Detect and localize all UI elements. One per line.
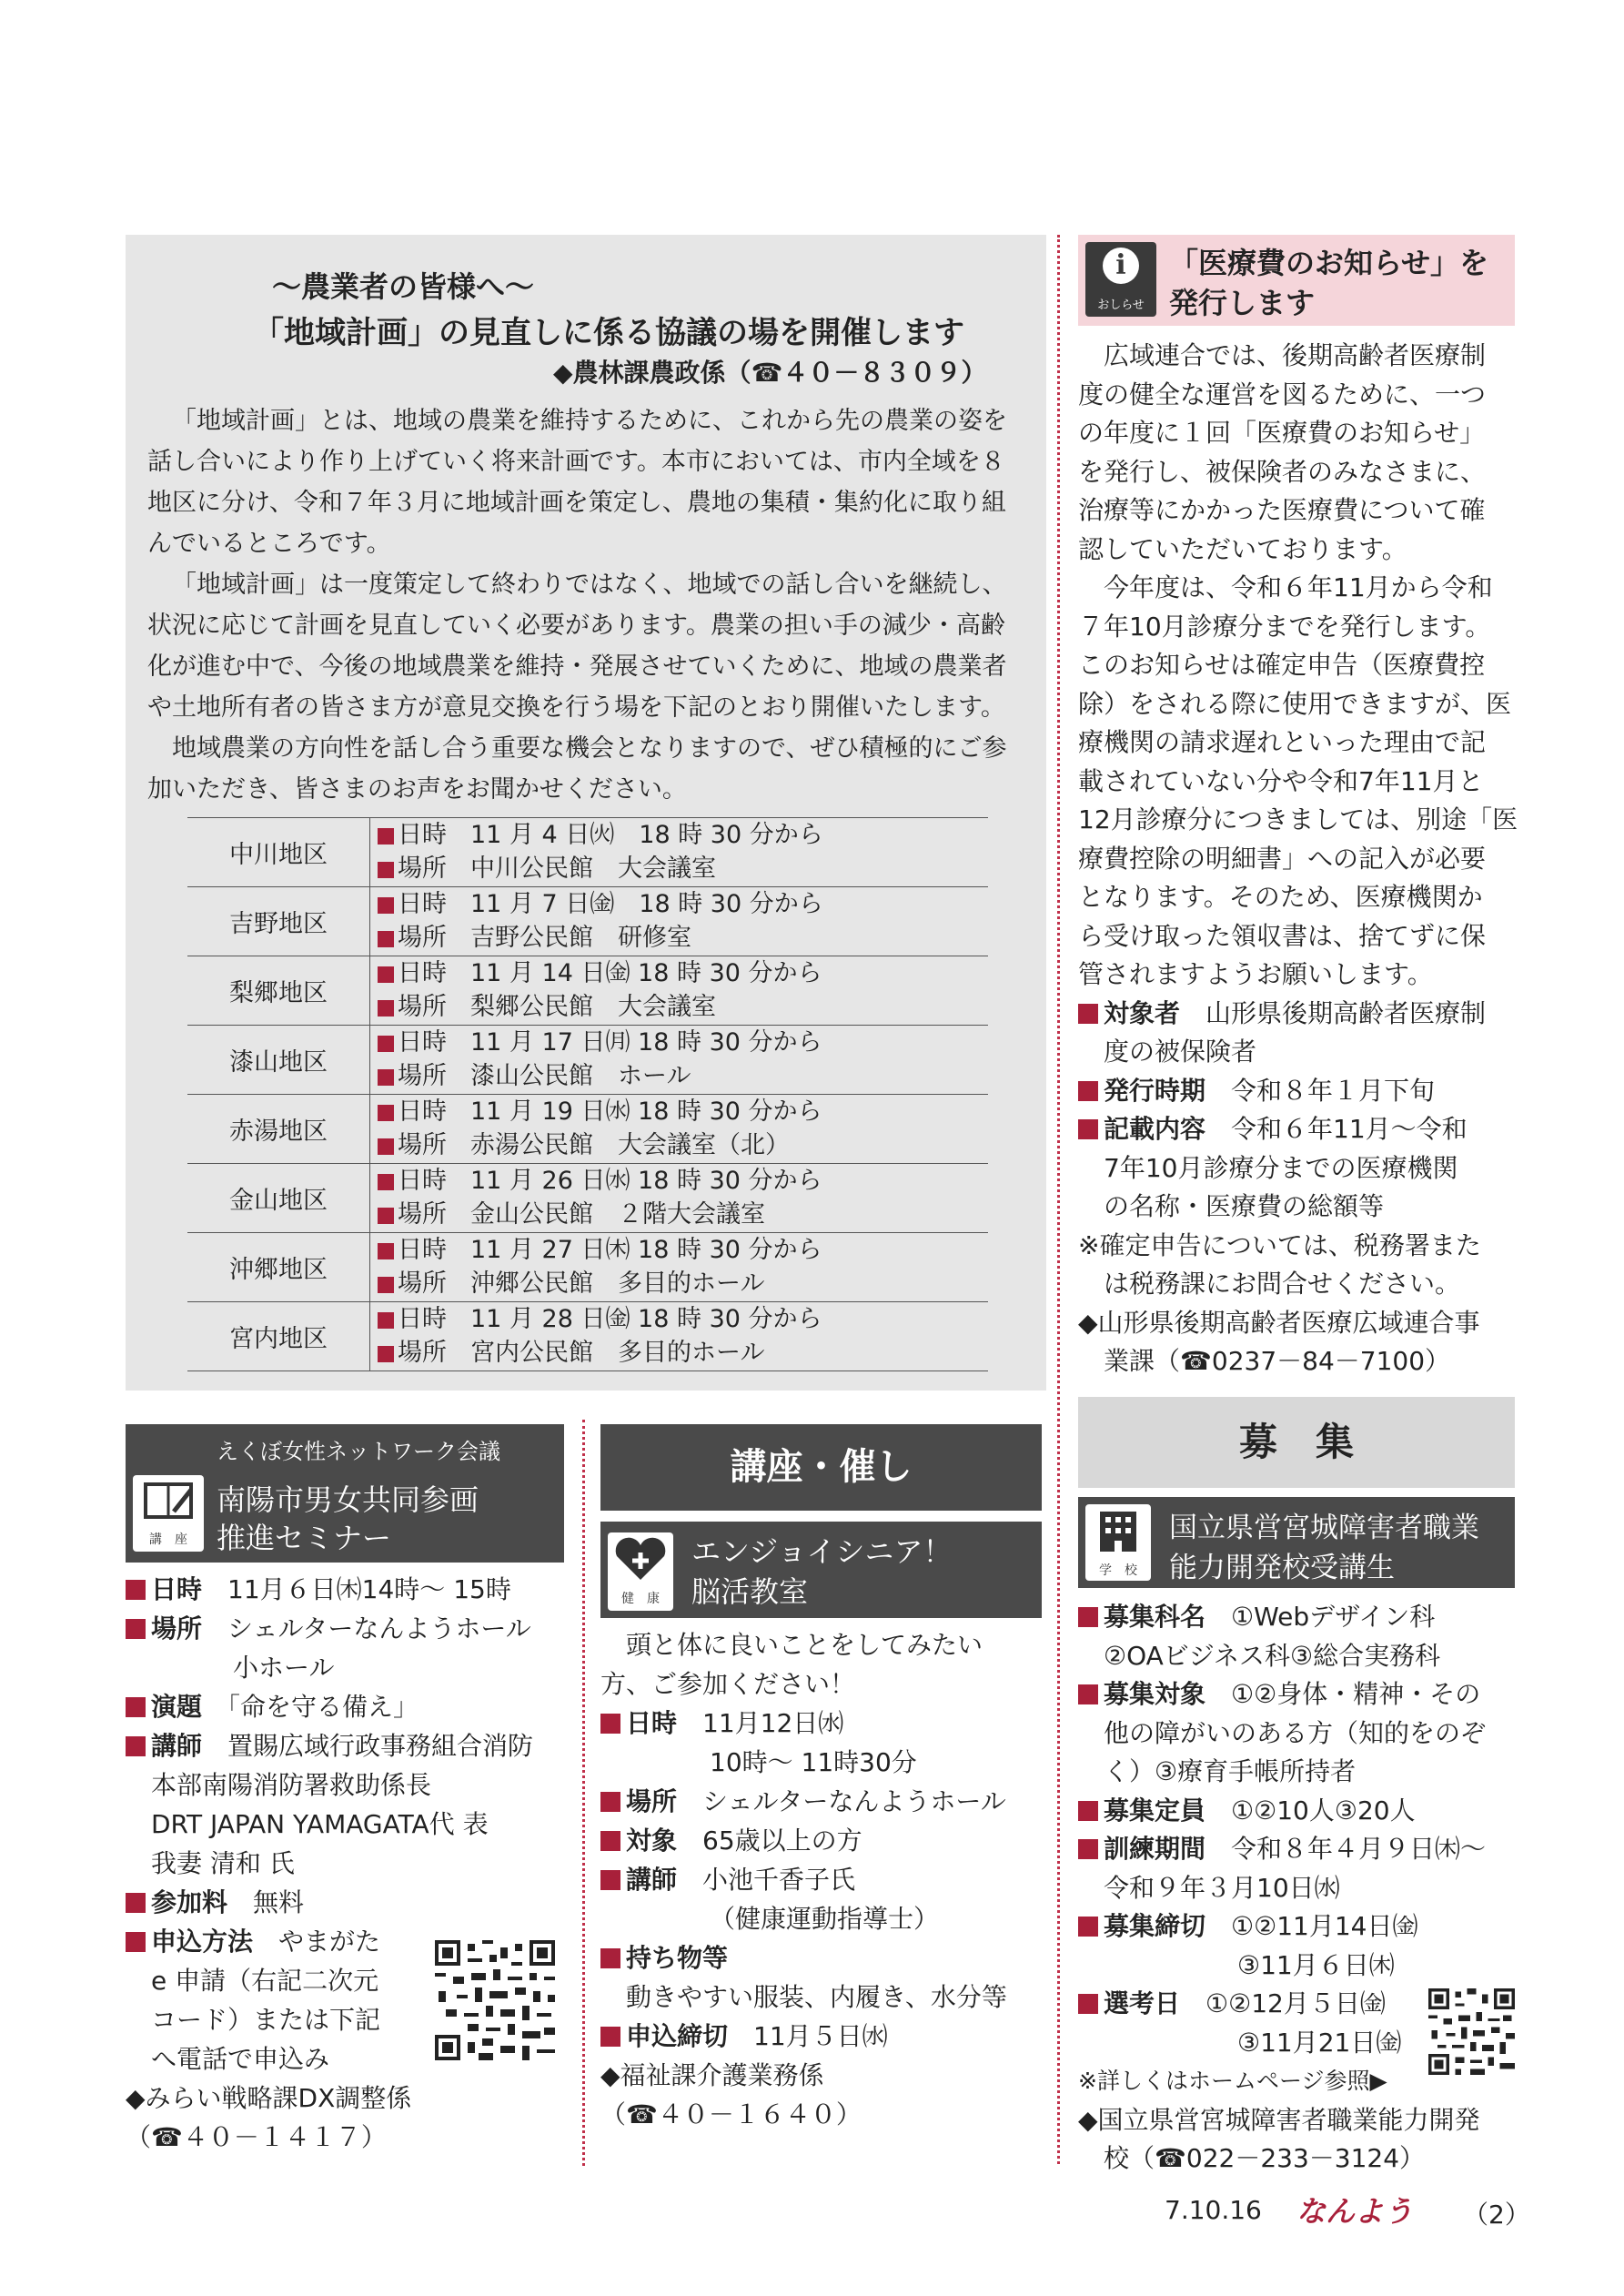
district-date: 11 月 7 日㈮ 18 時 30 分から xyxy=(470,890,823,918)
events-body xyxy=(600,1625,1055,2134)
farm-notice-panel xyxy=(126,235,1046,1391)
district-name: 漆山地区 xyxy=(187,1026,370,1094)
footer-page-number: （2） xyxy=(1463,2200,1530,2230)
farm-contact: ◆農林課農政係（☎４０－８３０９） xyxy=(553,358,987,388)
place-label: 場所 xyxy=(398,1269,447,1298)
recruit-tag: 学 校 xyxy=(1099,1563,1137,1578)
district-place: 吉野公民館 研修室 xyxy=(470,924,691,952)
seminar-lecturer-cont: 本部南陽消防署救助係長 xyxy=(151,1770,432,1800)
events-tag: 健 康 xyxy=(621,1592,660,1606)
district-info xyxy=(370,1302,988,1371)
medical-line: ら受け取った領収書は、捨てずに保 xyxy=(1078,920,1487,951)
seminar-lecturer-cont: 我妻 清和 氏 xyxy=(151,1848,295,1878)
seminar-header xyxy=(126,1424,564,1563)
place-label: 場所 xyxy=(398,855,447,883)
schedule-row xyxy=(187,1302,988,1371)
recruit-header xyxy=(1078,1497,1515,1588)
book-icon xyxy=(133,1475,204,1552)
district-name: 梨郷地区 xyxy=(187,956,370,1025)
medical-line: 管されますようお願いします。 xyxy=(1078,959,1433,989)
seminar-place-cont: 小ホール xyxy=(233,1653,335,1683)
school-building-icon xyxy=(1085,1504,1151,1581)
medical-line: 認していただいております。 xyxy=(1078,533,1407,564)
recruit-note: ※詳しくはホームページ参照▶ xyxy=(1078,2068,1387,2094)
district-name: 赤湯地区 xyxy=(187,1095,370,1163)
district-date: 11 月 17 日㈪ 18 時 30 分から xyxy=(470,1028,822,1057)
place-label: 場所 xyxy=(398,1200,447,1229)
events-lecturer-cont: （健康運動指導士） xyxy=(710,1904,940,1934)
events-items-value: 動きやすい服装、内履き、水分等 xyxy=(626,1982,1007,2012)
events-title-line2: 脳活教室 xyxy=(691,1574,809,1609)
recruit-section-title: 募 集 xyxy=(1238,1420,1354,1464)
date-label: 日時 xyxy=(398,1028,447,1057)
district-info xyxy=(370,818,988,886)
medical-line: 療機関の請求遅れといった理由で記 xyxy=(1078,727,1487,757)
events-intro: 方、ご参加ください！ xyxy=(600,1669,856,1699)
farm-paragraph: 地域農業の方向性を話し合う重要な機会となりますので、ぜひ積極的にご参加いただき、皆さまのお声をお聞かせください。 xyxy=(147,734,1007,804)
recruit-body xyxy=(1078,1598,1524,2179)
schedule-row xyxy=(187,887,988,956)
district-date: 11 月 28 日㈮ 18 時 30 分から xyxy=(470,1305,822,1333)
schedule-row xyxy=(187,1026,988,1095)
medical-content-cont: の名称・医療費の総額等 xyxy=(1104,1191,1385,1221)
seminar-apply-cont: e 申請（右記二次元 xyxy=(151,1966,379,1996)
recruit-training-cont: 令和９年３月10日㈬ xyxy=(1104,1872,1340,1903)
place-label: 場所 xyxy=(398,1062,447,1090)
district-date: 11 月 19 日㈬ 18 時 30 分から xyxy=(470,1097,822,1126)
recruit-title-line1: 国立県営宮城障害者職業 xyxy=(1169,1512,1479,1544)
medical-line: 12月診療分につきましては、別途「医 xyxy=(1078,804,1518,834)
schedule-row xyxy=(187,956,988,1026)
medical-line: ７年10月診療分までを発行します。 xyxy=(1078,611,1491,642)
medical-title-line1: 「医療費のお知らせ」を xyxy=(1169,246,1489,280)
recruit-training: 訓練期間 令和８年４月９日㈭～ xyxy=(1078,1830,1524,1869)
events-contact: （☎４０－１６４０） xyxy=(600,2099,862,2129)
date-label: 日時 xyxy=(398,1097,447,1126)
date-label: 日時 xyxy=(398,1305,447,1333)
district-name: 金山地区 xyxy=(187,1164,370,1232)
schedule-row xyxy=(187,1233,988,1302)
medical-target: 対象者 山形県後期高齢者医療制 xyxy=(1078,995,1524,1034)
farm-body xyxy=(147,400,1021,810)
medical-line: 療費控除の明細書」への記入が必要 xyxy=(1078,843,1487,874)
seminar-contact: ◆みらい戦略課DX調整係 xyxy=(126,2083,412,2113)
events-section-header xyxy=(600,1424,1042,1511)
seminar-header-small: えくぼ女性ネットワーク会議 xyxy=(217,1439,500,1464)
footer-logo: なんよう xyxy=(1296,2194,1414,2229)
district-name: 沖郷地区 xyxy=(187,1233,370,1301)
events-title-line1: エンジョイシニア！ xyxy=(691,1534,953,1569)
recruit-subjects-cont: ②OAビジネス科③総合実務科 xyxy=(1104,1640,1441,1671)
medical-line: このお知らせは確定申告（医療費控 xyxy=(1078,650,1486,680)
medical-line: を発行し、被保険者のみなさまに、 xyxy=(1078,456,1487,487)
place-label: 場所 xyxy=(398,1339,447,1367)
events-intro: 頭と体に良いことをしてみたい xyxy=(600,1630,983,1660)
recruit-contact: 校（☎022－233－3124） xyxy=(1078,2143,1426,2173)
seminar-title-line2: 推進セミナー xyxy=(217,1521,392,1555)
date-label: 日時 xyxy=(398,821,447,849)
recruit-qr-code[interactable] xyxy=(1428,1988,1515,2075)
schedule-row xyxy=(187,1164,988,1233)
medical-body xyxy=(1078,337,1524,1381)
recruit-capacity: 募集定員 ①②10人③20人 xyxy=(1078,1792,1524,1831)
events-header xyxy=(600,1522,1042,1618)
seminar-place: 場所 シェルターなんようホール xyxy=(126,1609,571,1648)
recruit-exam-cont: ③11月21日㈮ xyxy=(1237,2027,1402,2058)
footer-date: 7.10.16 xyxy=(1165,2195,1262,2225)
events-place: 場所 シェルターなんようホール xyxy=(600,1782,1055,1821)
schedule-row xyxy=(187,1095,988,1164)
seminar-date: 日時 11月６日㈭14時～ 15時 xyxy=(126,1570,571,1609)
medical-line: 度の健全な運営を図るために、一つ xyxy=(1078,379,1487,410)
recruit-target-cont: 他の障がいのある方（知的をのぞ xyxy=(1104,1717,1487,1748)
date-label: 日時 xyxy=(398,1167,447,1195)
district-info xyxy=(370,887,988,956)
medical-line: の年度に１回「医療費のお知らせ」 xyxy=(1078,418,1486,448)
recruit-target: 募集対象 ①②身体・精神・その xyxy=(1078,1675,1524,1714)
recruit-section-header xyxy=(1078,1397,1515,1488)
recruit-deadline-cont: ③11月６日㈭ xyxy=(1237,1949,1395,1980)
seminar-topic: 演題 「命を守る備え」 xyxy=(126,1687,571,1726)
district-place: 梨郷公民館 大会議室 xyxy=(470,993,716,1021)
health-heart-icon xyxy=(608,1532,673,1611)
district-date: 11 月 26 日㈬ 18 時 30 分から xyxy=(470,1167,822,1195)
medical-target-cont: 度の被保険者 xyxy=(1104,1037,1257,1067)
district-date: 11 月 27 日㈭ 18 時 30 分から xyxy=(470,1236,822,1264)
recruit-target-cont: く）③療育手帳所持者 xyxy=(1104,1756,1357,1786)
events-items: 持ち物等 xyxy=(600,1938,1055,1977)
date-label: 日時 xyxy=(398,1236,447,1264)
medical-header xyxy=(1078,235,1515,326)
seminar-apply: 申込方法 やまがた xyxy=(126,1922,571,1961)
seminar-fee: 参加料 無料 xyxy=(126,1883,571,1922)
medical-contact: 業課（☎0237－84－7100） xyxy=(1078,1346,1451,1376)
events-date: 日時 11月12日㈬ xyxy=(600,1704,1055,1743)
column-divider xyxy=(1057,235,1060,2164)
medical-line: となります。そのため、医療機関か xyxy=(1078,882,1483,912)
place-label: 場所 xyxy=(398,1131,447,1159)
schedule-row xyxy=(187,818,988,887)
district-info xyxy=(370,1233,988,1301)
district-date: 11 月 4 日㈫ 18 時 30 分から xyxy=(470,821,823,849)
events-date-cont: 10時～ 11時30分 xyxy=(710,1747,917,1777)
district-place: 宮内公民館 多目的ホール xyxy=(470,1339,765,1367)
seminar-qr-code[interactable] xyxy=(435,1940,555,2060)
seminar-contact: （☎４０－１４１７） xyxy=(126,2122,387,2152)
seminar-apply-cont: へ電話で申込み xyxy=(151,2044,330,2074)
medical-line: 治療等にかかった医療費について確 xyxy=(1078,495,1486,525)
events-deadline: 申込締切 11月５日㈬ xyxy=(600,2017,1055,2056)
seminar-title-line1: 南陽市男女共同参画 xyxy=(217,1482,479,1517)
column-divider xyxy=(582,1420,585,2166)
district-place: 沖郷公民館 多目的ホール xyxy=(470,1269,765,1298)
district-info xyxy=(370,956,988,1025)
district-place: 赤湯公民館 大会議室（北） xyxy=(470,1131,790,1159)
recruit-subjects: 募集科名 ①Webデザイン科 xyxy=(1078,1598,1524,1637)
district-info xyxy=(370,1095,988,1163)
district-info xyxy=(370,1026,988,1094)
medical-tag: おしらせ xyxy=(1097,298,1145,312)
place-label: 場所 xyxy=(398,924,447,952)
medical-line: 載されていない分や令和7年11月と xyxy=(1078,765,1484,796)
medical-note: は税務課にお問合せください。 xyxy=(1078,1269,1461,1299)
recruit-contact: ◆国立県営宮城障害者職業能力開発 xyxy=(1078,2104,1480,2135)
farm-subtitle: ～農業者の皆様へ～ xyxy=(271,269,534,304)
district-name: 中川地区 xyxy=(187,818,370,886)
seminar-lecturer-cont: DRT JAPAN YAMAGATA代 表 xyxy=(151,1809,489,1839)
district-info xyxy=(370,1164,988,1232)
farm-paragraph: 「地域計画」とは、地域の農業を維持するために、これから先の農業の姿を話し合いにより作り上げていく将来計画です。本市においては、市内全域を８地区に分け、令和７年３月に地域計画を策定し、農地の集積・集約化に取り組んでいるところです。 xyxy=(147,407,1007,558)
farm-schedule-table xyxy=(187,817,988,1371)
medical-content: 記載内容 令和６年11月～令和 xyxy=(1078,1110,1524,1149)
medical-line: 広域連合では、後期高齢者医療制 xyxy=(1078,340,1487,370)
medical-contact: ◆山形県後期高齢者医療広域連合事 xyxy=(1078,1307,1480,1338)
medical-period: 発行時期 令和８年１月下旬 xyxy=(1078,1072,1524,1111)
recruit-title-line2: 能力開発校受講生 xyxy=(1169,1552,1395,1584)
events-contact: ◆福祉課介護業務係 xyxy=(600,2060,824,2090)
medical-content-cont: 7年10月診療分までの医療機関 xyxy=(1104,1152,1458,1183)
events-lecturer: 講師 小池千香子氏 xyxy=(600,1860,1055,1899)
district-name: 吉野地区 xyxy=(187,887,370,956)
recruit-exam: 選考日 ①②12月５日㈮ xyxy=(1078,1985,1524,2024)
medical-line: 除）をされる際に使用できますが、医 xyxy=(1078,688,1512,719)
date-label: 日時 xyxy=(398,890,447,918)
farm-title: 「地域計画」の見直しに係る協議の場を開催します xyxy=(253,315,964,351)
medical-note: ※確定申告については、税務署また xyxy=(1078,1229,1481,1260)
seminar-tag: 講 座 xyxy=(149,1532,187,1547)
seminar-body xyxy=(126,1570,571,2157)
district-place: 漆山公民館 ホール xyxy=(470,1062,691,1090)
events-target: 対象 65歳以上の方 xyxy=(600,1821,1055,1860)
medical-title-line2: 発行します xyxy=(1169,286,1316,320)
date-label: 日時 xyxy=(398,959,447,987)
district-date: 11 月 14 日㈮ 18 時 30 分から xyxy=(470,959,822,987)
seminar-apply-cont: コード）または下記 xyxy=(151,2005,381,2035)
info-icon: i おしらせ xyxy=(1085,242,1156,317)
place-label: 場所 xyxy=(398,993,447,1021)
recruit-deadline: 募集締切 ①②11月14日㈮ xyxy=(1078,1907,1524,1947)
events-section-title: 講座・催し xyxy=(730,1446,913,1488)
farm-paragraph: 「地域計画」は一度策定して終わりではなく、地域での話し合いを継続し、状況に応じて計画を見直していく必要があります。農業の担い手の減少・高齢化が進む中で、今後の地域農業を維持・発展させていくために、地域の農業者や土地所有者の皆さま方が意見交換を行う場を下記のとおり開催いたします。 xyxy=(147,571,1007,722)
district-place: 金山公民館 ２階大会議室 xyxy=(470,1200,765,1229)
district-name: 宮内地区 xyxy=(187,1302,370,1371)
medical-line: 今年度は、令和６年11月から令和 xyxy=(1078,572,1493,602)
seminar-lecturer: 講師 置賜広域行政事務組合消防 xyxy=(126,1726,571,1765)
district-place: 中川公民館 大会議室 xyxy=(470,855,716,883)
